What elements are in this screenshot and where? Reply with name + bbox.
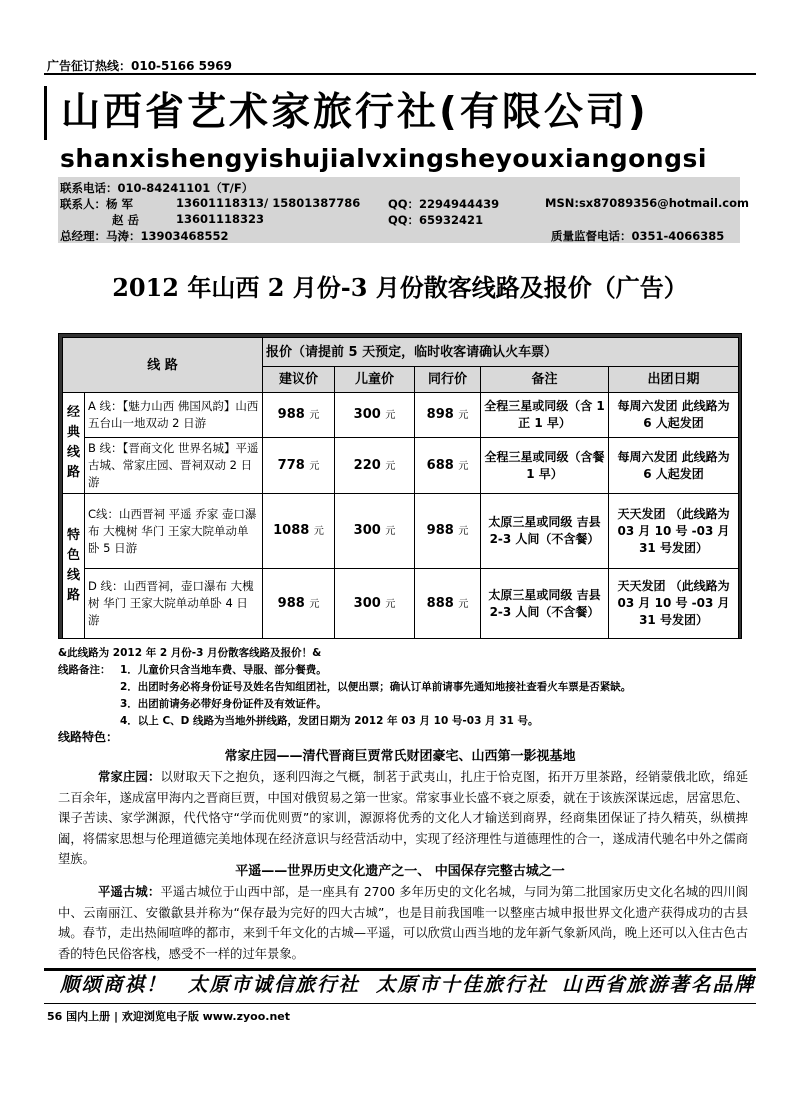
contact-box bbox=[58, 177, 750, 243]
note-item: 2．出团时务必将身份证号及姓名告知组团社，以便出票；确认订单前请事先通知地接社查看火车票是否紧缺。 bbox=[120, 681, 632, 693]
contact-supervision: 质量监督电话：0351-4066385 bbox=[551, 229, 725, 243]
contact-person2-phone: 13601118323 bbox=[176, 212, 265, 226]
price-peer: 898 元 bbox=[415, 393, 481, 438]
promo-item: 太原市十佳旅行社 bbox=[376, 973, 549, 996]
contact-person1-phones: 13601118313/ 15801387786 bbox=[176, 196, 361, 210]
paragraph-changjia: 常家庄园：以财取天下之抱负，逐利四海之气概，制茗于武夷山，扎庄于恰克图，拓开万里茶路，经销蒙俄北欧，绵延二百余年，遂成富甲海内之晋商巨贾，中国对俄贸易之第一世家。常家事业长盛不衰之原委，就在于该族深谋远虑，居富思危、课子苦读、家学渊源，代代恪守“学而优则贾”的家训，源源将优秀的文化人才输送到商界，经商集团保证了持久精英，纵横捭阖，将儒家思想与伦理道德完美地体现在经济意识与经营活动中，实现了经济理性与道德理性的合一，遂成清代驰名中外之儒商望族。 bbox=[58, 770, 748, 866]
price-child: 300 元 bbox=[335, 494, 415, 569]
promo-banner bbox=[60, 971, 756, 999]
price-suggested: 778 元 bbox=[263, 438, 335, 494]
price-suggested: 988 元 bbox=[263, 569, 335, 639]
features-label: 线路特色： bbox=[58, 730, 119, 744]
price-suggested: 988 元 bbox=[263, 393, 335, 438]
promo-item: 顺颂商祺！ bbox=[60, 973, 168, 996]
col-child-header: 儿童价 bbox=[335, 367, 415, 393]
company-pinyin: shanxishengyishujialvxingsheyouxiangongsi bbox=[60, 144, 707, 173]
contact-person: 联系人：杨 军 bbox=[60, 197, 134, 211]
company-name: 山西省艺术家旅行社(有限公司) bbox=[44, 86, 756, 140]
price-peer: 988 元 bbox=[415, 494, 481, 569]
table-row bbox=[63, 438, 739, 494]
route-name: B 线：【晋商文化 世界名城】平遥古城、常家庄园、晋祠双动 2 日游 bbox=[85, 438, 263, 494]
ad-hotline: 广告征订热线：010-5166 5969 bbox=[47, 59, 233, 73]
paragraph-pingyao: 平遥古城：平遥古城位于山西中部，是一座具有 2700 多年历史的文化名城，与同为第二批国家历史文化名城的四川阆中、云南丽江、安徽歙县并称为“保存最为完好的四大古城”，也是目前我国唯一以整座古城申报世界文化遗产获得成功的古县城。春节，走出热闹喧哗的都市，来到千年文化的古城—平遥，可以欣赏山西当地的龙年新气象新风尚，晚上还可以入住古色古香的特色民俗客栈，感受不一样的过年景象。 bbox=[58, 885, 748, 961]
note-item: 1．儿童价只含当地车费、导服、部分餐费。 bbox=[120, 664, 327, 676]
route-name: D 线：山西晋祠，壶口瀑布 大槐树 华门 王家大院单动单卧 4 日游 bbox=[85, 569, 263, 639]
contact-phone: 联系电话：010-84241101（T/F） bbox=[60, 181, 254, 195]
route-remark: 太原三星或同级 吉县 2-3 人间（不含餐） bbox=[481, 494, 609, 569]
category-special: 特色线路 bbox=[63, 494, 85, 639]
route-remark: 全程三星或同级（含餐 1 早） bbox=[481, 438, 609, 494]
price-child: 300 元 bbox=[335, 569, 415, 639]
route-date: 天天发团 （此线路为 03 月 10 号 -03 月 31 号发团） bbox=[609, 569, 739, 639]
col-date-header: 出团日期 bbox=[609, 367, 739, 393]
footer-rule bbox=[44, 1003, 756, 1004]
price-header: 报价（请提前 5 天预定，临时收客请确认火车票） bbox=[263, 338, 739, 367]
contact-qq1: QQ：2294944439 bbox=[388, 197, 500, 211]
col-suggested-header: 建议价 bbox=[263, 367, 335, 393]
table-row bbox=[63, 569, 739, 639]
contact-msn: MSN:sx87089356@hotmail.com bbox=[545, 196, 750, 210]
page-title: 2012 年山西 2 月份-3 月份散客线路及报价（广告） bbox=[112, 273, 688, 302]
price-peer: 688 元 bbox=[415, 438, 481, 494]
contact-qq2: QQ：65932421 bbox=[388, 213, 484, 227]
notes-intro: &此线路为 2012 年 2 月份-3 月份散客线路及报价！& bbox=[58, 647, 322, 659]
route-price-table bbox=[62, 337, 739, 639]
price-suggested: 1088 元 bbox=[263, 494, 335, 569]
notes-label: 线路备注： bbox=[58, 664, 111, 676]
price-child: 300 元 bbox=[335, 393, 415, 438]
route-name: A 线：【魅力山西 佛国风韵】山西五台山一地双动 2 日游 bbox=[85, 393, 263, 438]
col-route-header: 线 路 bbox=[63, 338, 263, 393]
note-item: 3．出团前请务必带好身份证件及有效证件。 bbox=[120, 698, 327, 710]
price-peer: 888 元 bbox=[415, 569, 481, 639]
page-footer: 56 国内上册 | 欢迎浏览电子版 www.zyoo.net bbox=[47, 1010, 291, 1023]
route-remark: 全程三星或同级（含 1 正 1 早） bbox=[481, 393, 609, 438]
route-remark: 太原三星或同级 吉县 2-3 人间（不含餐） bbox=[481, 569, 609, 639]
section-title-changjia: 常家庄园——清代晋商巨贾常氏财团豪宅、山西第一影视基地 bbox=[224, 749, 576, 764]
route-name: C线：山西晋祠 平遥 乔家 壶口瀑布 大槐树 华门 王家大院单动单卧 5 日游 bbox=[85, 494, 263, 569]
contact-manager: 总经理：马涛：13903468552 bbox=[60, 229, 229, 243]
promo-item: 太原市诚信旅行社 bbox=[188, 973, 361, 996]
section-title-pingyao: 平遥——世界历史文化遗产之一、 中国保存完整古城之一 bbox=[235, 864, 565, 879]
col-peer-header: 同行价 bbox=[415, 367, 481, 393]
category-classic: 经典线路 bbox=[63, 393, 85, 494]
contact-person2: 赵 岳 bbox=[112, 213, 140, 227]
route-date: 每周六发团 此线路为 6 人起发团 bbox=[609, 393, 739, 438]
note-item: 4．以上 C、D 线路为当地外拼线路，发团日期为 2012 年 03 月 10 号-03 月 31 号。 bbox=[120, 715, 539, 727]
table-row bbox=[63, 494, 739, 569]
col-remark-header: 备注 bbox=[481, 367, 609, 393]
promo-item: 山西省旅游著名品牌 bbox=[562, 973, 756, 996]
table-row bbox=[63, 393, 739, 438]
route-date: 每周六发团 此线路为 6 人起发团 bbox=[609, 438, 739, 494]
top-rule bbox=[44, 73, 756, 75]
route-date: 天天发团 （此线路为 03 月 10 号 -03 月 31 号发团） bbox=[609, 494, 739, 569]
price-child: 220 元 bbox=[335, 438, 415, 494]
